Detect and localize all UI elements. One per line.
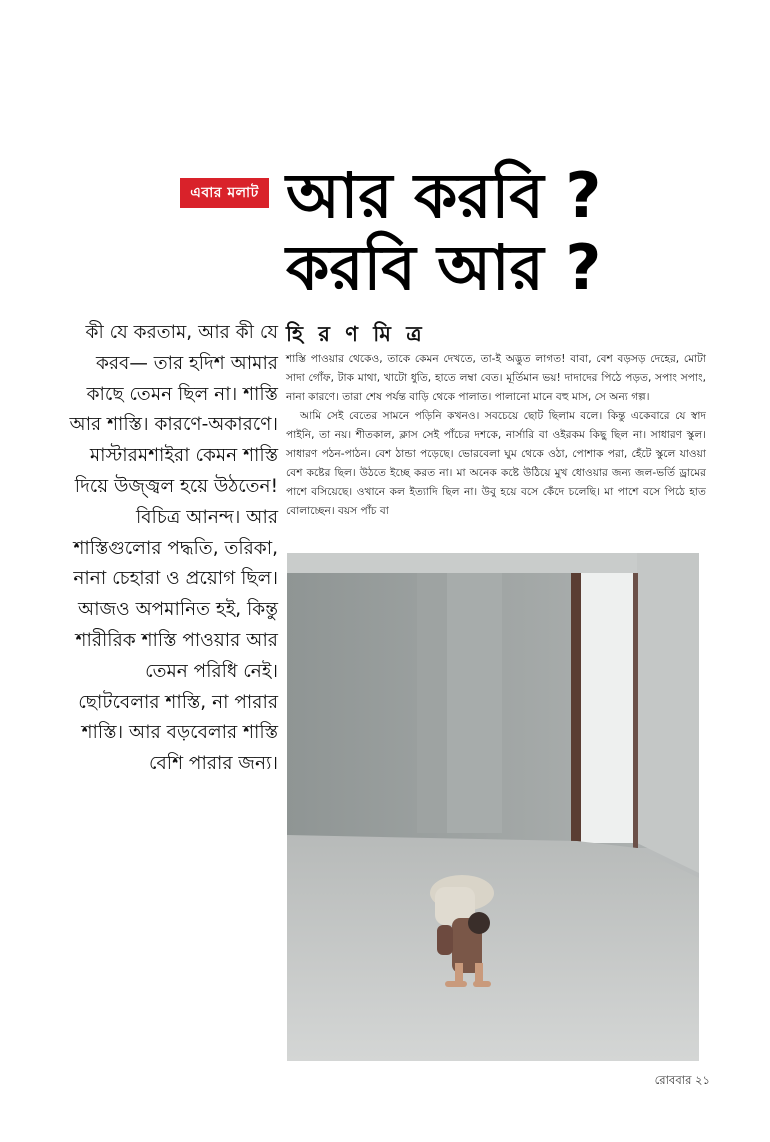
article-paragraph: শাস্তি পাওয়ার থেকেও, তাকে কেমন দেখতে, তা-ই অদ্ভুত লাগত! বাবা, বেশ বড়সড় দেহের, মোটা সাদা গোঁফ, টাক মাথা, খাটো ধুতি, হাতে লম্বা বেত। মূর্তিমান ভয়! দাদাদের পিঠে পড়ত, সপাং সপাং, নানা কারণে। তারা শেষ পর্যন্ত বাড়ি থেকে পালাত। পালানো মানে বহু মাস, সে অন্য গল্প। bbox=[286, 353, 706, 403]
section-tag: এবার মলাট bbox=[180, 178, 269, 208]
article-body bbox=[286, 350, 706, 521]
page-folio: রোববার ২১ bbox=[654, 1073, 710, 1087]
article-paragraph: আমি সেই বেতের সামনে পড়িনি কখনও। সবচেয়ে ছোট ছিলাম বলে। কিন্তু একেবারে যে স্বাদ পাইনি, তা নয়। শীতকাল, ক্লাস সেই পাঁচের দশকে, নার্সারি বা ওইরকম কিছু ছিল না। সাধারণ স্কুল। সাধারণ পঠন-পাঠন। বেশ ঠান্ডা পড়েছে। ভোরবেলা ঘুম থেকে ওঠা, পোশাক পরা, হেঁটে স্কুলে যাওয়া বেশ কষ্টের ছিল। উঠতে ইচ্ছে করত না। মা অনেক কষ্টে উঠিয়ে মুখ ধোওয়ার জন্য জল-ভর্তি ড্রামের পাশে বসিয়েছে। ওখানে কল ইত্যাদি ছিল না। উবু হয়ে বসে কেঁদে চলেছি। মা পাশে বসে পিঠে হাত বোলাচ্ছেন। বয়স পাঁচ বা bbox=[286, 410, 706, 517]
headline bbox=[286, 160, 756, 304]
photo-illustration bbox=[287, 553, 699, 1061]
article-photo bbox=[287, 553, 699, 1061]
byline: হি র ণ মি ত্র bbox=[286, 322, 426, 346]
pull-quote: কী যে করতাম, আর কী যে করব— তার হদিশ আমার কাছে তেমন ছিল না। শাস্তি আর শাস্তি। কারণে-অকারণে। মাস্টারমশাইরা কেমন শাস্তি দিয়ে উজ্জ্বল হয়ে উঠতেন! বিচিত্র আনন্দ। আর শাস্তিগুলোর পদ্ধতি, তরিকা, নানা চেহারা ও প্রয়োগ ছিল। আজও অপমানিত হই, কিন্তু শারীরিক শাস্তি পাওয়ার আর তেমন পরিধি নেই। ছোটবেলার শাস্তি, না পারার শাস্তি। আর বড়বেলার শাস্তি বেশি পারার জন্য। bbox=[69, 322, 278, 775]
headline-line-2: করবি আর ? bbox=[286, 231, 602, 304]
headline-line-1: আর করবি ? bbox=[286, 159, 602, 232]
